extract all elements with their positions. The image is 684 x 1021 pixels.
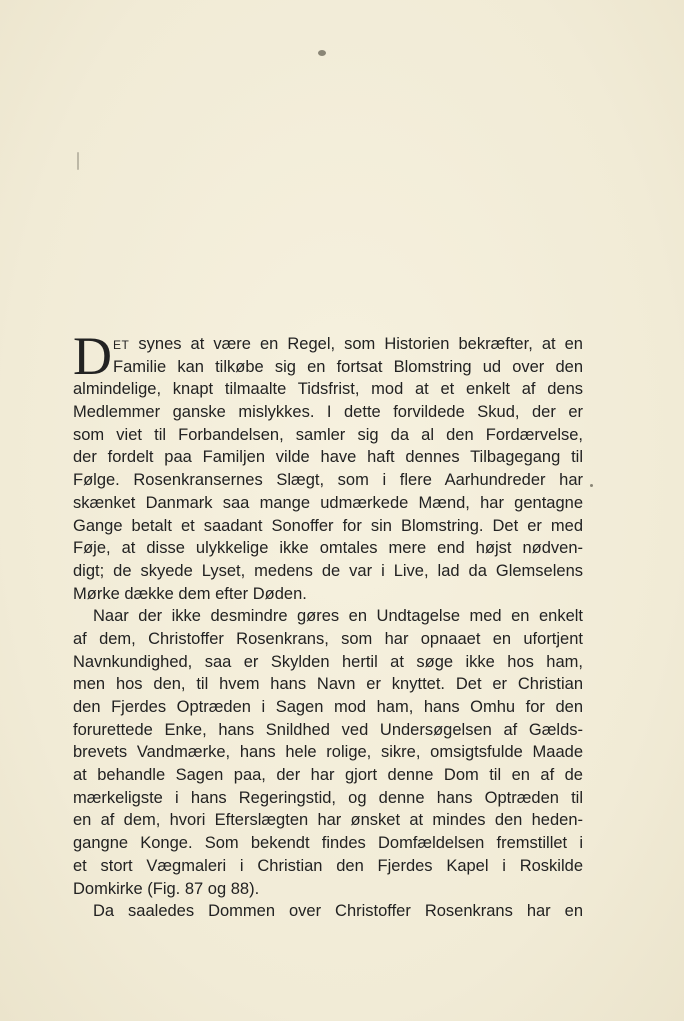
text-line: men hos den, til hvem hans Navn er knyttet. Det er Christian (73, 675, 583, 694)
text-line: Da saaledes Dommen over Christoffer Rosenkrans har en (93, 902, 583, 921)
text-line: Medlemmer ganske mislykkes. I dette forvildede Skud, der er (73, 403, 583, 422)
text-line: mærkeligste i hans Regeringstid, og denne hans Optræden til (73, 788, 583, 807)
text-line: Mørke dække dem efter Døden. (73, 584, 307, 603)
text-line: ET synes at være en Regel, som Historien bekræfter, at en (113, 335, 583, 353)
text-line: Domkirke (Fig. 87 og 88). (73, 879, 260, 898)
text-line: almindelige, knapt tilmaalte Tidsfrist, mod at et enkelt af dens (73, 380, 583, 399)
text-line: Følge. Rosenkransernes Slægt, som i flere Aarhundreder har (73, 471, 583, 490)
text-line: et stort Vægmaleri i Christian den Fjerdes Kapel i Roskilde (73, 856, 583, 875)
ink-dot (590, 484, 593, 487)
text-line: der fordelt paa Familjen vilde have haft dennes Tilbagegang til (73, 448, 583, 467)
text-line: som viet til Forbandelsen, samler sig da al den Fordærvelse, (73, 425, 583, 444)
body-text (73, 326, 583, 923)
text-line: digt; de skyede Lyset, medens de var i Live, lad da Glemselens (73, 561, 583, 580)
text-line: Føje, at disse ulykkelige ikke omtales mere end højst nødven- (73, 539, 583, 558)
text-line: Naar der ikke desmindre gøres en Undtagelse med en enkelt (93, 607, 583, 626)
text-line: skænket Danmark saa mange udmærkede Mænd, har gentagne (73, 493, 583, 512)
text-line: gangne Konge. Som bekendt findes Domfældelsen fremstillet i (73, 834, 583, 853)
ink-mark (77, 152, 79, 170)
text-line: Familie kan tilkøbe sig en fortsat Blomstring ud over den (113, 357, 583, 376)
text-line: af dem, Christoffer Rosenkrans, som har opnaaet en ufortjent (73, 629, 583, 648)
text-line: den Fjerdes Optræden i Sagen mod ham, hans Omhu for den (73, 698, 583, 716)
paragraph-2 (73, 605, 583, 900)
paragraph-1 (73, 326, 583, 605)
text-line: Navnkundighed, saa er Skylden hertil at søge ikke hos ham, (73, 652, 583, 671)
text-line: brevets Vandmærke, hans hele rolige, sikre, omsigtsfulde Maade (73, 743, 583, 762)
text-line: Gange betalt et saadant Sonoffer for sin Blomstring. Det er med (73, 516, 583, 535)
paragraph-3 (73, 900, 583, 923)
ink-speck (318, 50, 326, 56)
text-line: at behandle Sagen paa, der har gjort denne Dom til en af de (73, 766, 583, 785)
text-line: en af dem, hvori Efterslægten har ønsket at mindes den heden- (73, 811, 583, 830)
text-line: forurettede Enke, hans Snildhed ved Undersøgelsen af Gælds- (73, 720, 583, 739)
lead-word: ET (113, 338, 130, 352)
drop-cap: D (73, 326, 112, 386)
